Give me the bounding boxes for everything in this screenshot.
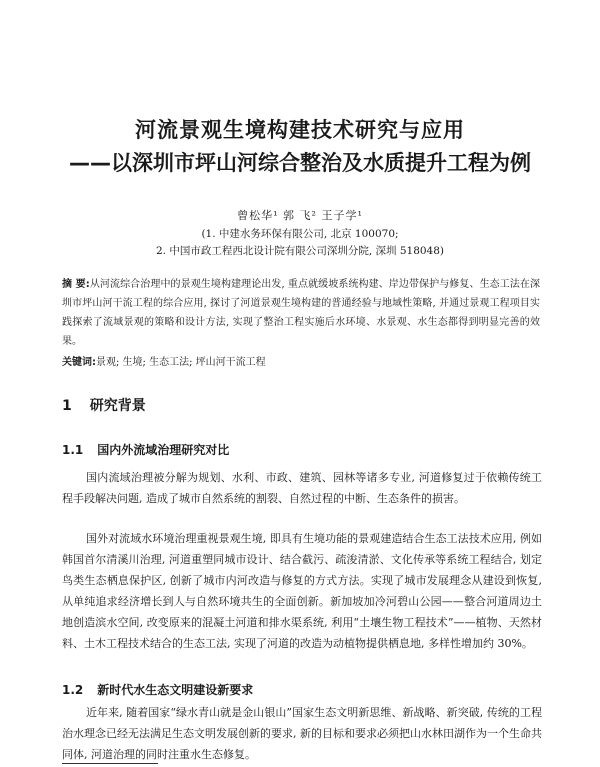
keywords xyxy=(62,353,540,368)
abstract-text: 从河流综合治理中的景观生境构建理论出发, 重点就缓坡系统构建、岸边带保护与修复、生态工法在深圳市坪山河干流工程的综合应用, 探讨了河道景观生境构建的普通经验与地域性策略, 并通过景观工程项目实践探索了流域景观的策略和设计方法, 实现了整治工程实施后水环境、水景观、水生态都得到明显完善的效果。 xyxy=(62,279,541,347)
paragraph: 国内流域治理被分解为规划、水利、市政、建筑、园林等诸多专业, 河道修复过于依赖传统工程手段解决问题, 造成了城市自然系统的割裂、自然过程的中断、生态条件的损害。 xyxy=(62,471,542,505)
paragraph: 国外对流域水环境治理重视景观生境, 即具有生境功能的景观建造结合生态工法技术应用, 例如韩国首尔清溪川治理, 河道重塑同城市设计、结合截污、疏浚清淤、文化传承等系统工程结合, 划定鸟类生态栖息保护区, 创新了城市内河改造与修复的方式方法。实现了城市发展理念从建设到恢复, 从单纯追求经济增长到人与自然环境共生的全面创新。新加坡加冷河碧山公园——整合河道周边土地创造滨水空间, 改变原来的混凝土河道和排水渠系统, 利用“土壤生物工程技术”——植物、天然材料、土木工程技术结合的生态工法, 实现了河道的改造为动植物提供栖息地, 多样性增加约 30%。 xyxy=(62,532,542,650)
abstract-label: 摘 要: xyxy=(62,279,90,290)
keywords-label: 关键词: xyxy=(62,357,96,368)
subsection-heading xyxy=(62,681,253,698)
footnote-divider xyxy=(62,763,158,764)
paper-subtitle: ——以深圳市坪山河综合整治及水质提升工程为例 xyxy=(69,151,531,175)
subsection-number: 1.2 xyxy=(62,683,84,697)
subsection-title: 新时代水生态文明建设新要求 xyxy=(97,683,254,697)
subsection-heading xyxy=(62,441,229,458)
section-number: 1 xyxy=(62,398,72,414)
keywords-text: 景观; 生境; 生态工法; 坪山河干流工程 xyxy=(96,357,266,368)
affiliation-2: 2. 中国市政工程西北设计院有限公司深圳分院, 深圳 518048) xyxy=(155,245,445,257)
paper-title: 河流景观生境构建技术研究与应用 xyxy=(135,118,465,142)
subsection-title: 国内外流域治理研究对比 xyxy=(97,443,230,457)
affiliation-1: (1. 中建水务环保有限公司, 北京 100070; xyxy=(201,228,399,240)
subsection-number: 1.1 xyxy=(62,443,84,457)
author-list: 曾松华¹ 郭 飞² 王子学¹ xyxy=(237,209,363,222)
paragraph: 近年来, 随着国家“绿水青山就是金山银山”国家生态文明新思维、新战略、新突破, 传统的工程治水理念已经无法满足生态文明发展创新的要求, 新的目标和要求必须把山水林田湖作为一个生命共同体, 河道治理的同时注重水生态修复。 xyxy=(62,706,542,761)
section-title: 研究背景 xyxy=(89,398,146,414)
abstract xyxy=(62,275,540,351)
section-heading xyxy=(62,395,146,415)
